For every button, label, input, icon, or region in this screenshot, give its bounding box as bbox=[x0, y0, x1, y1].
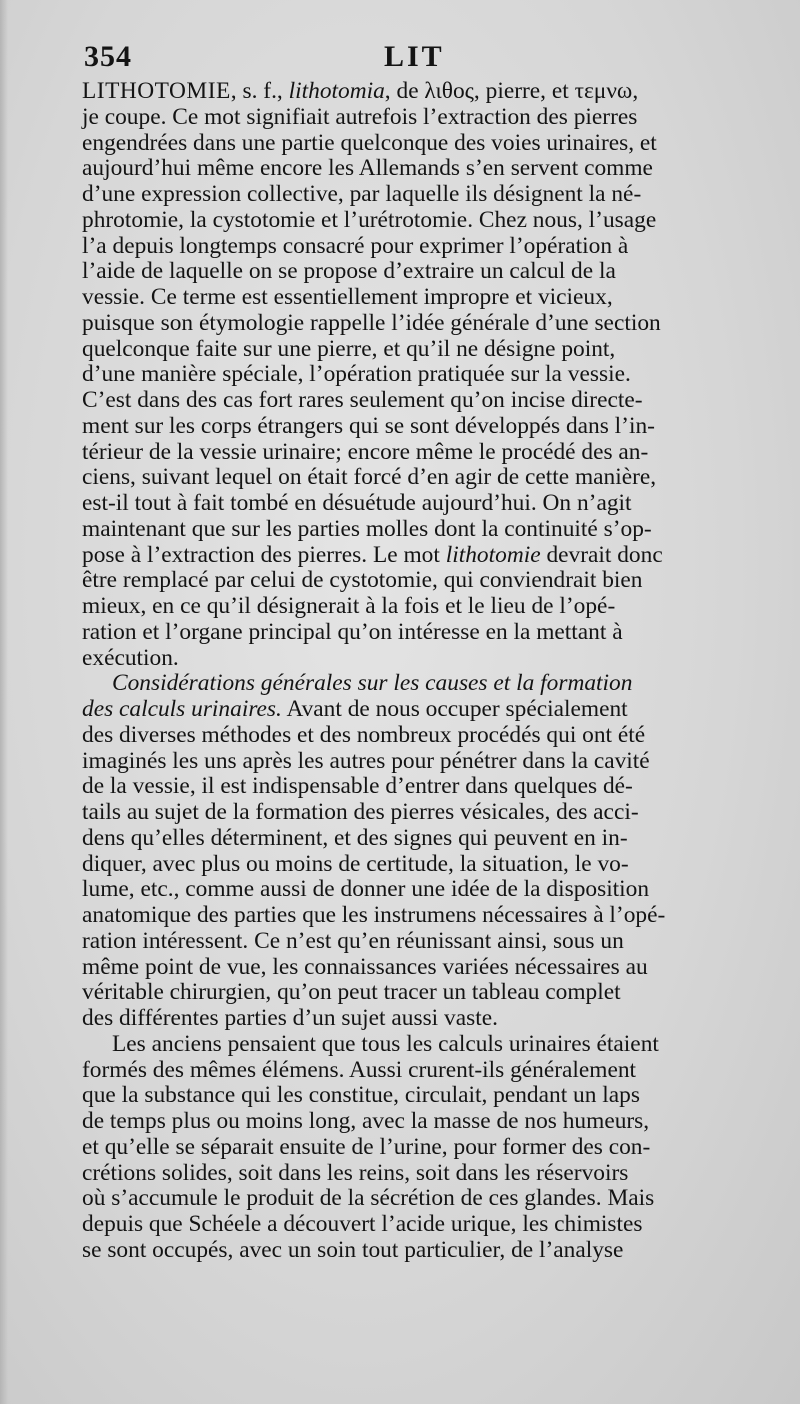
text-line: vessie. Ce terme est essentiellement impropre et vicieux, bbox=[82, 284, 613, 310]
text-line: depuis que Schéele a découvert l’acide urique, les chimistes bbox=[82, 1211, 643, 1237]
paragraph-anciens bbox=[82, 1032, 782, 1264]
text-line: formés des mêmes élémens. Aussi crurent-ils généralement bbox=[82, 1056, 637, 1083]
page-number: 354 bbox=[84, 40, 132, 73]
text-line: des différentes parties d’un sujet aussi vaste. bbox=[82, 1005, 498, 1031]
paragraph-considerations bbox=[82, 671, 782, 1032]
text-line: ment sur les corps étrangers qui se sont développés dans l’in- bbox=[82, 412, 655, 439]
page-header bbox=[84, 40, 754, 80]
text-line: C’est dans des cas fort rares seulement qu’on incise directe- bbox=[82, 387, 643, 413]
text-line: dens qu’elles déterminent, et des signes qui peuvent en in- bbox=[82, 824, 628, 851]
headword: LITHOTOMIE bbox=[82, 78, 231, 104]
section-heading-end: des calculs urinaires. bbox=[82, 696, 282, 722]
text-line: anatomique des parties que les instrumens nécessaires à l’opé- bbox=[82, 902, 666, 928]
text-line: et qu’elle se séparait ensuite de l’urine, pour former des con- bbox=[82, 1133, 651, 1160]
text-line: aujourd’hui même encore les Allemands s’en servent comme bbox=[82, 155, 653, 182]
text-line: de la vessie, il est indispensable d’entrer dans quelques dé- bbox=[82, 773, 633, 800]
text-line: tails au sujet de la formation des pierres vésicales, des acci- bbox=[82, 799, 639, 825]
text-line bbox=[82, 543, 782, 569]
text-line: est-il tout à fait tombé en désuétude aujourd’hui. On n’agit bbox=[82, 490, 632, 516]
text-span: , s. f., bbox=[230, 78, 289, 104]
text-line: de temps plus ou moins long, avec la masse de nos humeurs, bbox=[82, 1108, 650, 1134]
text-line: diquer, avec plus ou moins de certitude, la situation, le vo- bbox=[82, 850, 629, 877]
italic-term: lithotomia bbox=[288, 78, 385, 104]
text-line: que la substance qui les constitue, circulait, pendant un laps bbox=[82, 1082, 640, 1109]
text-line: des diverses méthodes et des nombreux procédés qui ont été bbox=[82, 721, 646, 748]
text-line: même point de vue, les connaissances variées nécessaires au bbox=[82, 953, 648, 980]
text-line: se sont occupés, avec un soin tout particulier, de l’analyse bbox=[82, 1236, 624, 1263]
text-line: puisque son étymologie rappelle l’idée générale d’une section bbox=[82, 309, 661, 336]
paragraph-lithotomie-definition bbox=[82, 79, 782, 671]
text-span: devrait donc bbox=[540, 541, 663, 568]
text-line: ration intéressent. Ce n’est qu’en réunissant ainsi, sous un bbox=[82, 927, 624, 954]
text-line: quelconque faite sur une pierre, et qu’il ne désigne point, bbox=[82, 335, 616, 362]
text-span: Avant de nous occuper spécialement bbox=[281, 696, 628, 722]
text-line: imaginés les uns après les autres pour pénétrer dans la cavité bbox=[82, 747, 650, 774]
text-line bbox=[82, 79, 782, 105]
text-line: engendrées dans une partie quelconque des voies urinaires, et bbox=[82, 129, 657, 156]
running-head: LIT bbox=[384, 40, 445, 73]
text-line: véritable chirurgien, qu’on peut tracer un tableau complet bbox=[82, 979, 621, 1006]
text-line: phrotomie, la cystotomie et l’urétrotomie. Chez nous, l’usage bbox=[82, 206, 657, 233]
text-line: où s’accumule le produit de la sécrétion de ces glandes. Mais bbox=[82, 1185, 655, 1212]
text-line: je coupe. Ce mot signifiait autrefois l’extraction des pierres bbox=[82, 103, 638, 130]
body-text bbox=[82, 79, 782, 1264]
text-line: lume, etc., comme aussi de donner une idée de la disposition bbox=[82, 876, 650, 903]
text-line: térieur de la vessie urinaire; encore même le procédé des an- bbox=[82, 438, 649, 465]
text-line: ration et l’organe principal qu’on intéresse en la mettant à bbox=[82, 618, 623, 645]
text-line: l’a depuis longtemps consacré pour exprimer l’opération à bbox=[82, 232, 629, 259]
text-line: d’une expression collective, par laquelle ils désignent la né- bbox=[82, 181, 642, 207]
text-line: ciens, suivant lequel on était forcé d’en agir de cette manière, bbox=[82, 464, 657, 491]
text-line bbox=[82, 697, 782, 723]
text-span: , de λιθος, pierre, et τεμνω, bbox=[384, 78, 639, 104]
text-line: être remplacé par celui de cystotomie, qui conviendrait bien bbox=[82, 567, 643, 594]
text-line: crétions solides, soit dans les reins, soit dans les réservoirs bbox=[82, 1159, 629, 1186]
italic-term: lithotomie bbox=[445, 541, 541, 568]
section-heading-line: Considérations générales sur les causes et la formation bbox=[112, 670, 633, 697]
text-line: l’aide de laquelle on se propose d’extraire un calcul de la bbox=[82, 258, 616, 285]
text-span: pose à l’extraction des pierres. Le mot bbox=[82, 541, 446, 568]
text-line: exécution. bbox=[82, 644, 179, 671]
text-line: maintenant que sur les parties molles dont la continuité s’op- bbox=[82, 515, 652, 542]
text-line: mieux, en ce qu’il désignerait à la fois et le lieu de l’opé- bbox=[82, 593, 616, 619]
text-line: Les anciens pensaient que tous les calculs urinaires étaient bbox=[112, 1030, 659, 1057]
page-edge-shadow bbox=[0, 0, 8, 1404]
text-line: d’une manière spéciale, l’opération pratiquée sur la vessie. bbox=[82, 361, 631, 388]
